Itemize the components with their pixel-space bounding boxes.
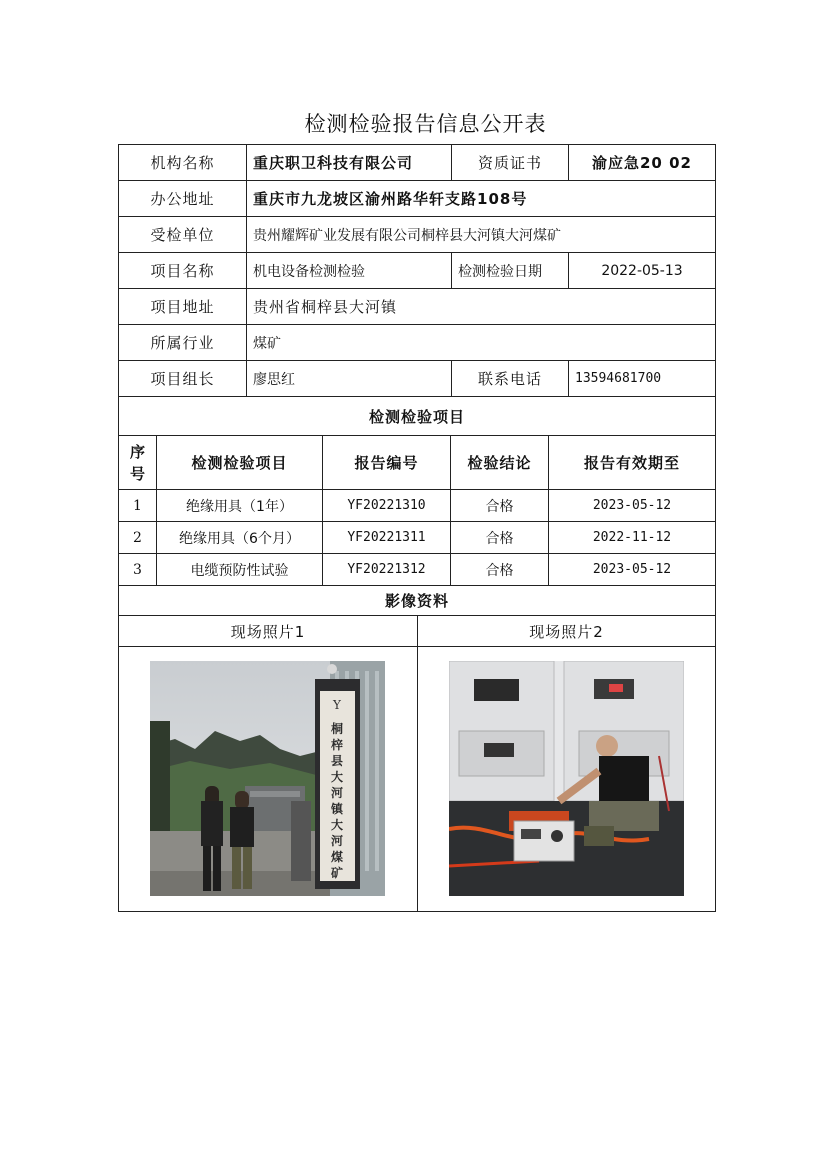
sign-character: 梓 <box>330 738 344 752</box>
cert-label: 资质证书 <box>452 145 569 181</box>
photo2-label: 现场照片2 <box>418 616 715 647</box>
industry-label: 所属行业 <box>119 325 247 361</box>
project-site-value: 贵州省桐梓县大河镇 <box>247 289 715 325</box>
address-value: 重庆市九龙坡区渝州路华轩支路108号 <box>247 181 715 217</box>
row-1-no: 1 <box>119 490 157 522</box>
sign-character: 煤 <box>330 850 344 864</box>
col-header-item: 检测检验项目 <box>157 436 323 490</box>
leader-value: 廖思红 <box>247 361 452 397</box>
cert-value: 渝应急20 02 <box>569 145 715 181</box>
site-photo-2 <box>449 661 684 896</box>
sign-character: 县 <box>330 754 344 768</box>
industry-value: 煤矿 <box>247 325 715 361</box>
row-1-report: YF20221310 <box>323 490 451 522</box>
col-header-no: 序 号 <box>119 436 157 490</box>
sign-character: 大 <box>330 818 344 832</box>
site-photo-1 <box>150 661 385 896</box>
row-1-result: 合格 <box>451 490 549 522</box>
address-label: 办公地址 <box>119 181 247 217</box>
sign-character: 镇 <box>330 802 344 816</box>
page-title: 检测检验报告信息公开表 <box>304 112 547 136</box>
project-name-label: 项目名称 <box>119 253 247 289</box>
inspection-date-label: 检测检验日期 <box>452 253 569 289</box>
row-3-result: 合格 <box>451 554 549 586</box>
sign-character: 河 <box>330 786 344 800</box>
row-2-report: YF20221311 <box>323 522 451 554</box>
images-section-title: 影像资料 <box>119 586 715 616</box>
org-name-label: 机构名称 <box>119 145 247 181</box>
phone-value: 13594681700 <box>569 361 715 397</box>
row-3-no: 3 <box>119 554 157 586</box>
row-2-item: 绝缘用具（6个月） <box>157 522 323 554</box>
items-section-title: 检测检验项目 <box>119 397 715 436</box>
project-site-label: 项目地址 <box>119 289 247 325</box>
row-2-valid: 2022-11-12 <box>549 522 715 554</box>
sign-character: 矿 <box>330 866 344 880</box>
col-header-report: 报告编号 <box>323 436 451 490</box>
leader-label: 项目组长 <box>119 361 247 397</box>
mine-entrance-image <box>150 661 385 896</box>
report-table <box>118 144 716 912</box>
col-header-result: 检验结论 <box>451 436 549 490</box>
inspection-date-value: 2022-05-13 <box>569 253 715 289</box>
phone-label: 联系电话 <box>452 361 569 397</box>
row-3-report: YF20221312 <box>323 554 451 586</box>
inspected-unit-label: 受检单位 <box>119 217 247 253</box>
row-2-no: 2 <box>119 522 157 554</box>
photo1-label: 现场照片1 <box>119 616 418 647</box>
project-name-value: 机电设备检测检验 <box>247 253 452 289</box>
row-3-valid: 2023-05-12 <box>549 554 715 586</box>
col-header-valid: 报告有效期至 <box>549 436 715 490</box>
row-3-item: 电缆预防性试验 <box>157 554 323 586</box>
inspected-unit-value: 贵州耀辉矿业发展有限公司桐梓县大河镇大河煤矿 <box>247 217 715 253</box>
org-name-value: 重庆职卫科技有限公司 <box>247 145 452 181</box>
sign-character: 大 <box>330 770 344 784</box>
equipment-test-image <box>449 661 684 896</box>
row-1-item: 绝缘用具（1年） <box>157 490 323 522</box>
row-2-result: 合格 <box>451 522 549 554</box>
sign-character: 桐 <box>330 722 344 736</box>
row-1-valid: 2023-05-12 <box>549 490 715 522</box>
svg-text:Y: Y <box>333 698 341 712</box>
sign-character: 河 <box>330 834 344 848</box>
